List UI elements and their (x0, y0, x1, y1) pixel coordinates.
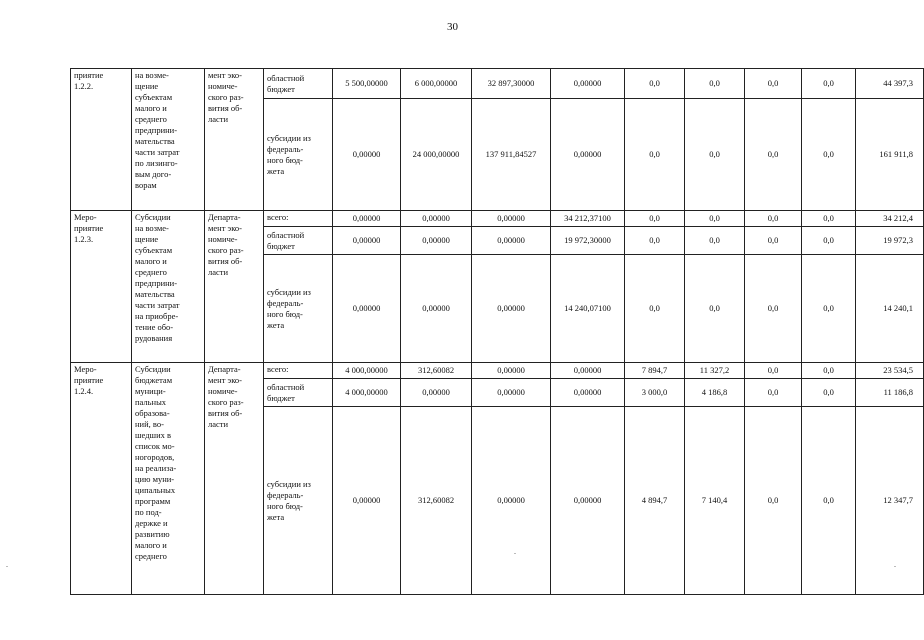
table-row (71, 211, 924, 227)
funding-source-cell: всего: (264, 363, 333, 379)
total-value-cell: 34 212,4 (856, 211, 924, 227)
value-cell: 0,0 (685, 99, 745, 211)
value-cell: 4 000,00000 (333, 379, 401, 407)
value-cell: 0,0 (745, 407, 802, 595)
value-cell: 19 972,30000 (551, 227, 625, 255)
total-value-cell: 23 534,5 (856, 363, 924, 379)
value-cell: 0,0 (802, 99, 856, 211)
event-number-cell: Меро- приятие 1.2.3. (71, 211, 132, 363)
responsible-executor-cell: мент эко- номиче- ского раз- вития об- ласти (205, 69, 264, 211)
total-value-cell: 44 397,3 (856, 69, 924, 99)
value-cell: 7 140,4 (685, 407, 745, 595)
value-cell: 0,0 (802, 227, 856, 255)
funding-source-cell: областной бюджет (264, 227, 333, 255)
scan-speck (6, 566, 8, 567)
value-cell: 0,0 (685, 255, 745, 363)
responsible-executor-cell: Департа- мент эко- номиче- ского раз- вития об- ласти (205, 211, 264, 363)
funding-source-cell: субсидии из федераль- ного бюд- жета (264, 407, 333, 595)
value-cell: 0,0 (745, 227, 802, 255)
value-cell: 0,0 (802, 407, 856, 595)
funding-source-cell: субсидии из федераль- ного бюд- жета (264, 99, 333, 211)
total-value-cell: 12 347,7 (856, 407, 924, 595)
value-cell: 5 500,00000 (333, 69, 401, 99)
value-cell: 0,00000 (551, 407, 625, 595)
budget-table (70, 68, 924, 595)
event-number-cell: Меро- приятие 1.2.4. (71, 363, 132, 595)
value-cell: 0,0 (802, 69, 856, 99)
event-description-cell: на возме- щение субъектам малого и среднего предприни- мательства части затрат по лизинго- вым дого- ворам (132, 69, 205, 211)
value-cell: 0,0 (745, 363, 802, 379)
value-cell: 0,0 (625, 227, 685, 255)
value-cell: 312,60082 (401, 363, 472, 379)
value-cell: 11 327,2 (685, 363, 745, 379)
total-value-cell: 11 186,8 (856, 379, 924, 407)
value-cell: 0,00000 (472, 255, 551, 363)
table-row (71, 69, 924, 99)
value-cell: 0,00000 (551, 99, 625, 211)
value-cell: 0,00000 (472, 211, 551, 227)
page-number: 30 (447, 21, 458, 33)
value-cell: 0,0 (802, 211, 856, 227)
value-cell: 0,0 (802, 379, 856, 407)
value-cell: 32 897,30000 (472, 69, 551, 99)
value-cell: 0,0 (625, 69, 685, 99)
value-cell: 0,0 (685, 211, 745, 227)
value-cell: 0,0 (745, 99, 802, 211)
value-cell: 137 911,84527 (472, 99, 551, 211)
value-cell: 7 894,7 (625, 363, 685, 379)
value-cell: 0,00000 (472, 407, 551, 595)
value-cell: 0,00000 (401, 211, 472, 227)
value-cell: 0,0 (745, 211, 802, 227)
value-cell: 0,00000 (551, 363, 625, 379)
event-description-cell: Субсидии на возме- щение субъектам малого и среднего предприни- мательства части затрат на приобре- тение обо- рудования (132, 211, 205, 363)
value-cell: 3 000,0 (625, 379, 685, 407)
value-cell: 4 186,8 (685, 379, 745, 407)
total-value-cell: 161 911,8 (856, 99, 924, 211)
value-cell: 0,00000 (333, 99, 401, 211)
value-cell: 0,00000 (333, 211, 401, 227)
scan-speck (894, 566, 896, 567)
total-value-cell: 14 240,1 (856, 255, 924, 363)
value-cell: 0,0 (802, 255, 856, 363)
value-cell: 0,0 (745, 379, 802, 407)
value-cell: 4 000,00000 (333, 363, 401, 379)
value-cell: 0,00000 (472, 379, 551, 407)
funding-source-cell: субсидии из федераль- ного бюд- жета (264, 255, 333, 363)
value-cell: 6 000,00000 (401, 69, 472, 99)
value-cell: 0,00000 (333, 255, 401, 363)
total-value-cell: 19 972,3 (856, 227, 924, 255)
event-description-cell: Субсидии бюджетам муници- пальных образова- ний, во- шедших в список мо- ногородов, на реализа- цию муни- ципальных программ по под- держке и развитию малого и среднего (132, 363, 205, 595)
value-cell: 4 894,7 (625, 407, 685, 595)
value-cell: 312,60082 (401, 407, 472, 595)
table-row (71, 363, 924, 379)
value-cell: 0,0 (625, 99, 685, 211)
value-cell: 0,00000 (472, 363, 551, 379)
value-cell: 0,00000 (472, 227, 551, 255)
value-cell: 0,0 (685, 227, 745, 255)
value-cell: 14 240,07100 (551, 255, 625, 363)
value-cell: 34 212,37100 (551, 211, 625, 227)
value-cell: 0,00000 (401, 255, 472, 363)
funding-source-cell: областной бюджет (264, 69, 333, 99)
funding-source-cell: всего: (264, 211, 333, 227)
value-cell: 0,0 (745, 255, 802, 363)
scan-speck (514, 553, 516, 554)
value-cell: 0,00000 (551, 69, 625, 99)
funding-source-cell: областной бюджет (264, 379, 333, 407)
value-cell: 0,0 (685, 69, 745, 99)
value-cell: 0,0 (745, 69, 802, 99)
value-cell: 0,00000 (333, 407, 401, 595)
value-cell: 24 000,00000 (401, 99, 472, 211)
value-cell: 0,0 (802, 363, 856, 379)
responsible-executor-cell: Департа- мент эко- номиче- ского раз- вития об- ласти (205, 363, 264, 595)
value-cell: 0,00000 (333, 227, 401, 255)
value-cell: 0,0 (625, 211, 685, 227)
value-cell: 0,00000 (401, 379, 472, 407)
event-number-cell: приятие 1.2.2. (71, 69, 132, 211)
value-cell: 0,00000 (551, 379, 625, 407)
value-cell: 0,0 (625, 255, 685, 363)
value-cell: 0,00000 (401, 227, 472, 255)
